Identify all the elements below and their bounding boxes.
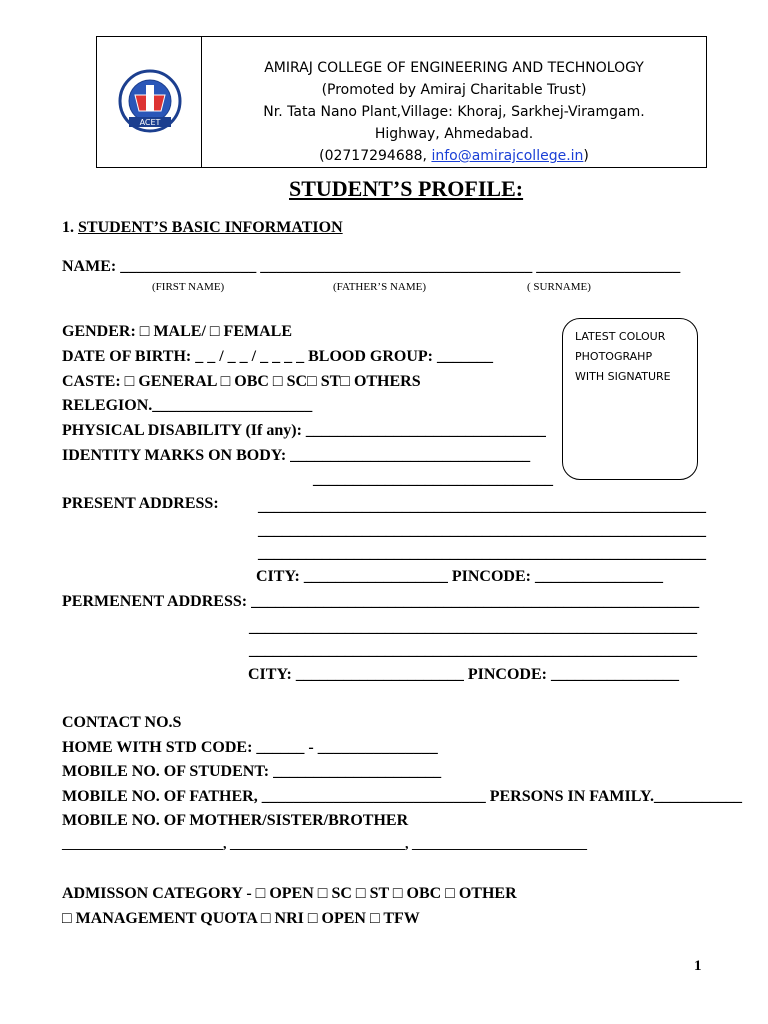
header-text <box>202 37 706 167</box>
dob-field[interactable]: DATE OF BIRTH: _ _ / _ _ / _ _ _ _ BLOOD GROUP: _______ <box>62 348 494 365</box>
section-number: 1. <box>62 219 74 236</box>
religion-field[interactable]: RELEGION.____________________ <box>62 397 313 414</box>
phone-suffix: ) <box>583 148 589 164</box>
address-line-2: Highway, Ahmedabad. <box>374 126 534 142</box>
father-mobile-field[interactable]: MOBILE NO. OF FATHER, ____________________________ PERSONS IN FAMILY.___________ <box>62 788 743 805</box>
present-address-line-3[interactable]: ________________________________________________________ <box>258 545 706 562</box>
admission-category-field[interactable]: ADMISSON CATEGORY - □ OPEN □ SC □ ST □ OBC □ OTHER <box>62 885 517 902</box>
home-phone-field[interactable]: HOME WITH STD CODE: ______ - _______________ <box>62 739 438 756</box>
logo-text: ACET <box>139 118 161 127</box>
photo-box <box>562 318 698 480</box>
present-address-label: PRESENT ADDRESS: <box>62 495 219 512</box>
college-header <box>96 36 707 168</box>
present-city-pincode[interactable]: CITY: __________________ PINCODE: ________________ <box>256 568 663 585</box>
permanent-address-line-3[interactable]: ________________________________________________________ <box>249 642 697 659</box>
section-title: STUDENT’S BASIC INFORMATION <box>78 219 343 236</box>
disability-field[interactable]: PHYSICAL DISABILITY (If any): ______________________________ <box>62 422 546 439</box>
contact-line <box>202 145 706 167</box>
page-title: STUDENT’S PROFILE: <box>289 176 524 201</box>
quota-field[interactable]: □ MANAGEMENT QUOTA □ NRI □ OPEN □ TFW <box>62 910 420 927</box>
email-link[interactable]: info@amirajcollege.in <box>431 148 584 164</box>
promoted-by: (Promoted by Amiraj Charitable Trust) <box>321 82 587 98</box>
student-mobile-field[interactable]: MOBILE NO. OF STUDENT: _____________________ <box>62 763 442 780</box>
college-name: AMIRAJ COLLEGE OF ENGINEERING AND TECHNOLOGY <box>264 60 644 76</box>
contact-heading: CONTACT NO.S <box>62 714 182 731</box>
page-number: 1 <box>694 958 702 974</box>
photo-label-2: PHOTOGRAHP <box>575 350 653 363</box>
permanent-address-field[interactable]: PERMENENT ADDRESS: ________________________________________________________ <box>62 593 700 610</box>
identity-marks-line-2[interactable]: ______________________________ <box>313 471 553 488</box>
permanent-address-line-2[interactable]: ________________________________________________________ <box>249 619 697 636</box>
first-name-label: (FIRST NAME) <box>152 281 225 293</box>
photo-label-1: LATEST COLOUR <box>575 330 666 343</box>
gender-field[interactable]: GENDER: □ MALE/ □ FEMALE <box>62 323 292 340</box>
photo-label-3: WITH SIGNATURE <box>575 370 671 383</box>
name-field[interactable]: NAME: _________________ __________________________________ __________________ <box>62 258 681 275</box>
address-line-1: Nr. Tata Nano Plant,Village: Khoraj, Sarkhej-Viramgam. <box>263 104 645 120</box>
section-heading <box>62 219 343 237</box>
caste-field[interactable]: CASTE: □ GENERAL □ OBC □ SC□ ST□ OTHERS <box>62 373 421 390</box>
relative-mobile-blanks[interactable]: _______________________, _________________________, _________________________ <box>62 837 587 852</box>
father-name-label: (FATHER’S NAME) <box>333 281 426 293</box>
identity-marks-field[interactable]: IDENTITY MARKS ON BODY: ______________________________ <box>62 447 531 464</box>
surname-label: ( SURNAME) <box>527 281 591 293</box>
phone: (02717294688, <box>319 148 432 164</box>
college-logo <box>117 65 183 145</box>
present-address-line-2[interactable]: ________________________________________________________ <box>258 522 706 539</box>
permanent-city-pincode[interactable]: CITY: _____________________ PINCODE: ________________ <box>248 666 679 683</box>
present-address-line-1[interactable]: ________________________________________________________ <box>258 498 706 515</box>
mother-mobile-label: MOBILE NO. OF MOTHER/SISTER/BROTHER <box>62 812 409 829</box>
